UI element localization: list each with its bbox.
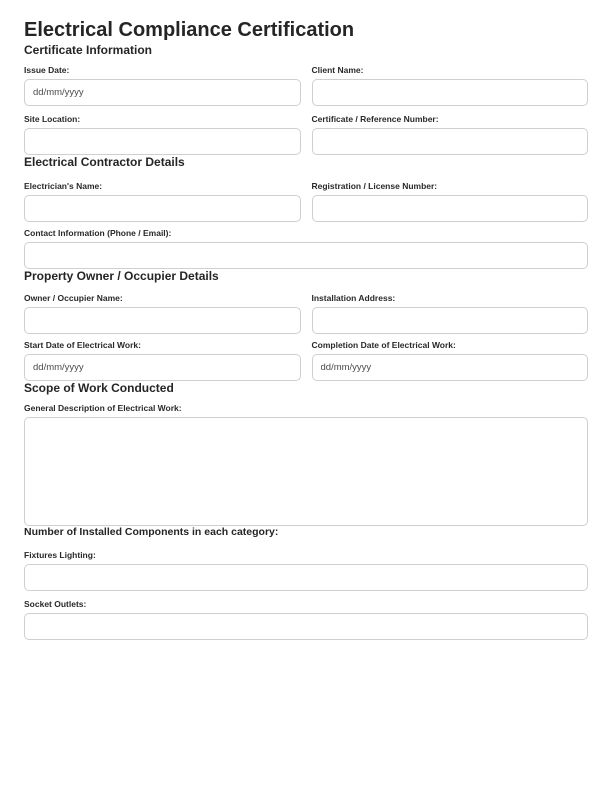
section-heading-owner-details: Property Owner / Occupier Details — [24, 269, 219, 283]
installation-address-label: Installation Address: — [311, 293, 396, 303]
license-number-label: Registration / License Number: — [311, 181, 438, 191]
reference-number-field — [312, 114, 589, 155]
license-number-input[interactable] — [312, 195, 589, 222]
electrician-name-label: Electrician's Name: — [24, 181, 103, 191]
electrician-name-input[interactable] — [24, 195, 301, 222]
completion-date-label: Completion Date of Electrical Work: — [311, 340, 456, 350]
installation-address-field — [312, 293, 589, 334]
reference-number-label: Certificate / Reference Number: — [311, 114, 439, 124]
client-name-label: Client Name: — [311, 65, 364, 75]
socket-outlets-field — [24, 599, 588, 640]
contact-info-input[interactable] — [24, 242, 588, 269]
work-description-label: General Description of Electrical Work: — [24, 403, 182, 413]
owner-name-field — [24, 293, 301, 334]
issue-date-label: Issue Date: — [24, 65, 70, 75]
fixtures-lighting-label: Fixtures Lighting: — [24, 550, 96, 560]
issue-date-input[interactable] — [24, 79, 301, 106]
page-title: Electrical Compliance Certification — [24, 19, 355, 41]
work-description-textarea[interactable] — [24, 417, 588, 526]
section-heading-contractor-details: Electrical Contractor Details — [24, 155, 185, 169]
row-electrician-name-license-number — [24, 181, 588, 222]
client-name-field — [312, 65, 589, 106]
installation-address-input[interactable] — [312, 307, 589, 334]
start-date-field — [24, 340, 301, 381]
owner-name-label: Owner / Occupier Name: — [24, 293, 123, 303]
row-site-location-reference-number — [24, 114, 588, 155]
contact-info-label: Contact Information (Phone / Email): — [24, 228, 172, 238]
issue-date-field — [24, 65, 301, 106]
site-location-label: Site Location: — [24, 114, 81, 124]
start-date-input[interactable] — [24, 354, 301, 381]
fixtures-lighting-input[interactable] — [24, 564, 588, 591]
row-contact-info — [24, 228, 588, 269]
reference-number-input[interactable] — [312, 128, 589, 155]
work-description-field — [24, 403, 588, 526]
socket-outlets-label: Socket Outlets: — [24, 599, 87, 609]
components-count-heading: Number of Installed Components in each category: — [24, 526, 279, 538]
row-start-date-completion-date — [24, 340, 588, 381]
section-heading-certificate-information: Certificate Information — [24, 43, 153, 57]
completion-date-input[interactable] — [312, 354, 589, 381]
row-socket-outlets — [24, 599, 588, 640]
row-owner-name-installation-address — [24, 293, 588, 334]
start-date-label: Start Date of Electrical Work: — [24, 340, 141, 350]
owner-name-input[interactable] — [24, 307, 301, 334]
row-fixtures-lighting — [24, 550, 588, 591]
electrician-name-field — [24, 181, 301, 222]
fixtures-lighting-field — [24, 550, 588, 591]
site-location-input[interactable] — [24, 128, 301, 155]
row-work-description — [24, 403, 588, 526]
row-issue-date-client-name — [24, 65, 588, 106]
client-name-input[interactable] — [312, 79, 589, 106]
completion-date-field — [312, 340, 589, 381]
license-number-field — [312, 181, 589, 222]
site-location-field — [24, 114, 301, 155]
contact-info-field — [24, 228, 588, 269]
socket-outlets-input[interactable] — [24, 613, 588, 640]
form-page — [24, 0, 588, 640]
section-heading-scope-of-work: Scope of Work Conducted — [24, 381, 174, 395]
